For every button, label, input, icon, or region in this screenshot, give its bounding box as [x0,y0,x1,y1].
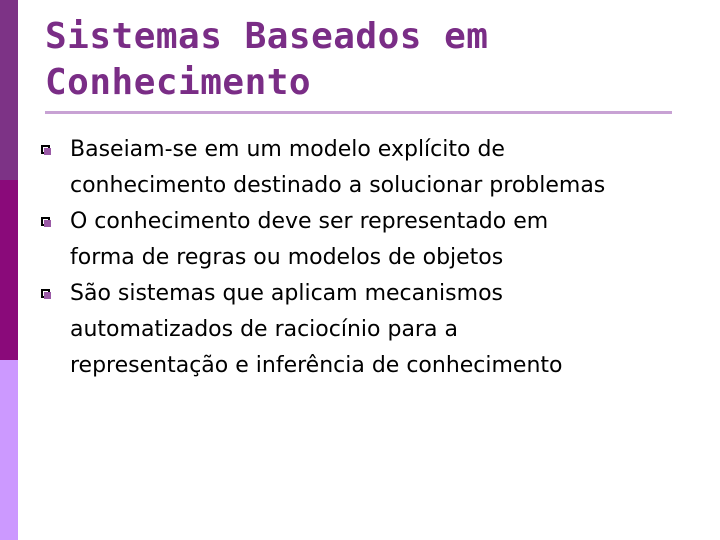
bullet-text-line: forma de regras ou modelos de objetos [70,245,504,270]
bullet-text-line: representação e inferência de conhecimento [70,353,563,378]
bullet-list [41,132,681,384]
side-accent-bar-middle [0,180,18,360]
side-accent-bar-top [0,0,18,180]
bullet-text-line: Baseiam-se em um modelo explícito de [70,137,505,162]
slide-title-line-2: Conhecimento [45,62,312,103]
bullet-item [41,276,681,384]
bullet-item [41,132,681,204]
bullet-text-line: automatizados de raciocínio para a [70,317,458,342]
title-underline [45,111,672,114]
slide-title-line-1: Sistemas Baseados em [45,16,489,57]
slide-title [45,14,488,106]
bullet-text-line: O conhecimento deve ser representado em [70,209,549,234]
square-bullet-icon [41,217,50,226]
square-bullet-icon [41,145,50,154]
bullet-text-line: São sistemas que aplicam mecanismos [70,281,503,306]
square-bullet-icon [41,289,50,298]
side-accent-bar-bottom [0,360,18,540]
bullet-item [41,204,681,276]
bullet-text-line: conhecimento destinado a solucionar problemas [70,173,606,198]
